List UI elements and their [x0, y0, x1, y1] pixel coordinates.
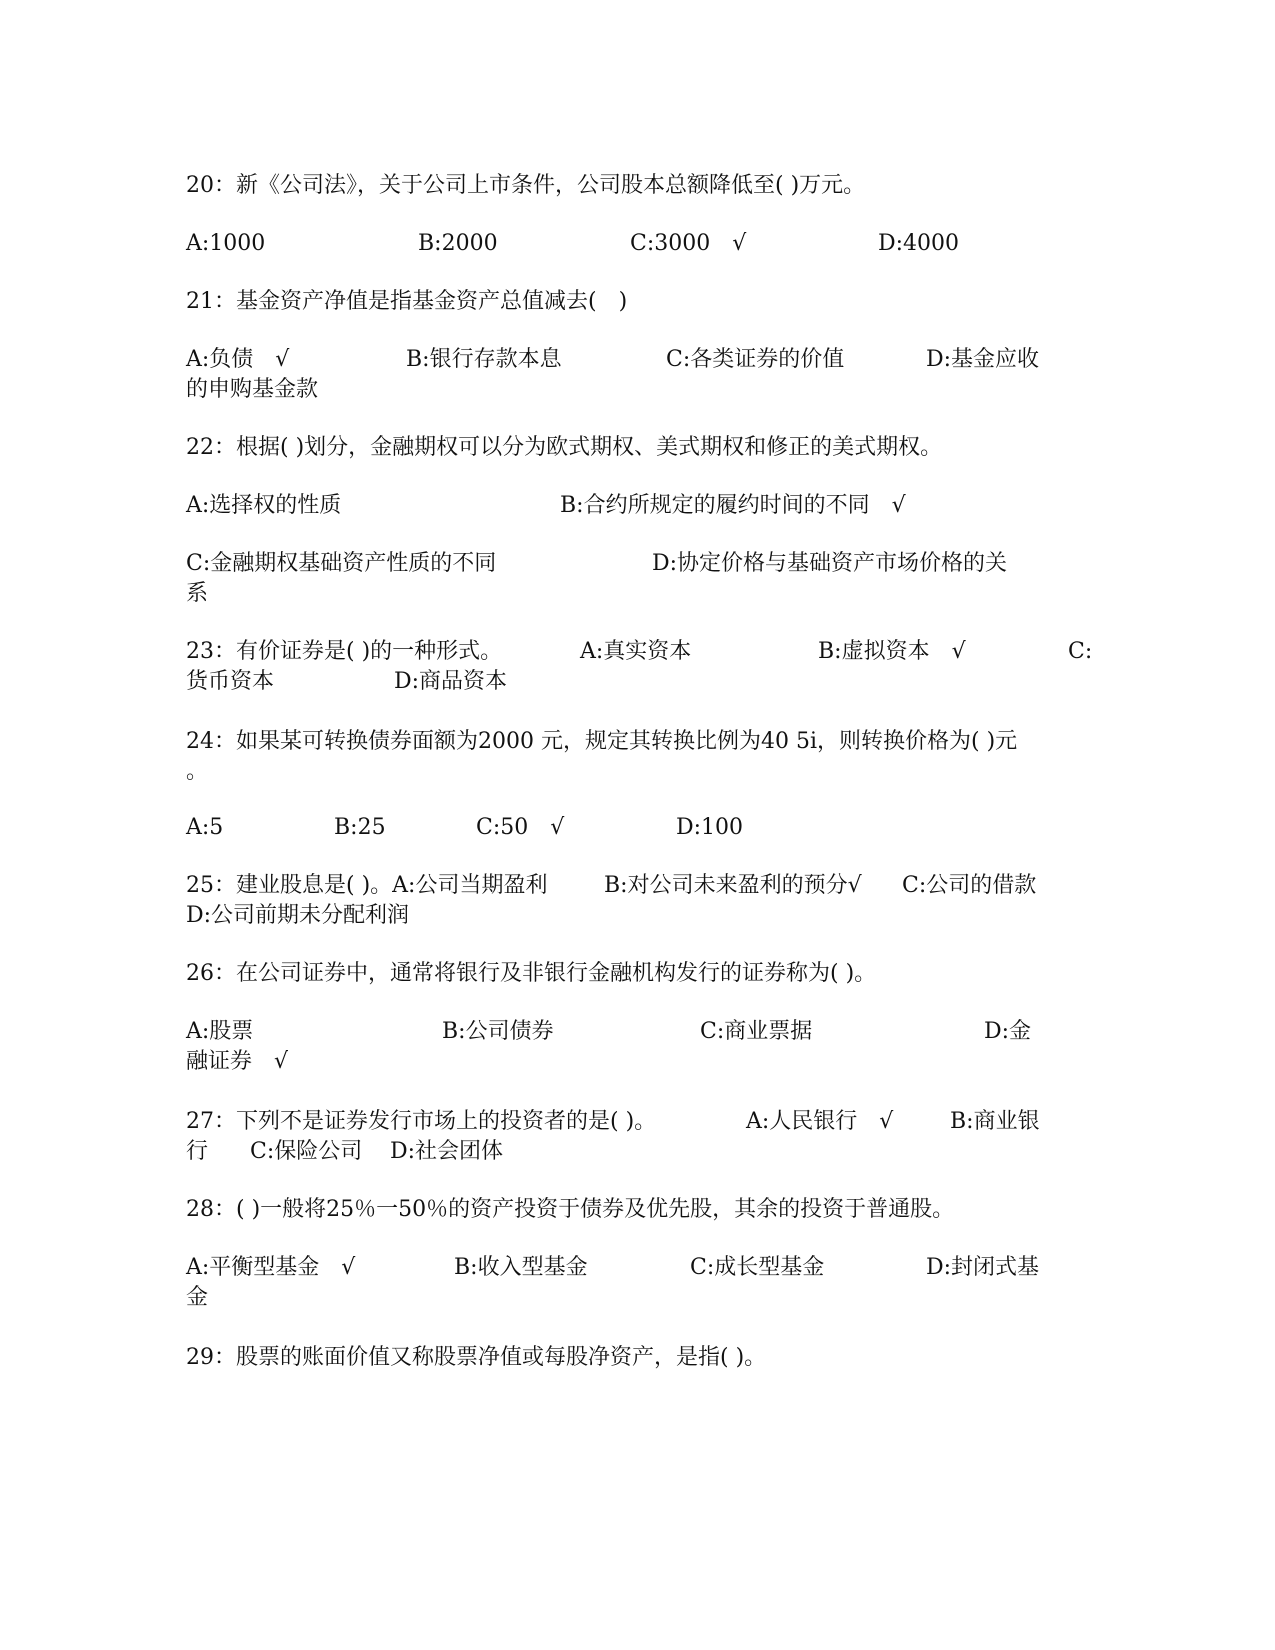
option-c: C:成长型基金	[690, 1255, 825, 1280]
option-a: A:1000	[186, 231, 266, 256]
option-c: C:商业票据	[700, 1019, 813, 1044]
option-b: B:收入型基金	[454, 1255, 588, 1280]
option-b: B:对公司未来盈利的预分√	[604, 873, 862, 898]
question-26-continuation: 融证券 √	[186, 1049, 289, 1074]
option-b: B:银行存款本息	[406, 347, 562, 372]
option-b: B:合约所规定的履约时间的不同 √	[560, 493, 906, 518]
question-24-stem: 24：如果某可转换债券面额为2000 元，规定其转换比例为40 5i，则转换价格为( )元	[186, 729, 1018, 754]
option-a: A:人民银行 √	[746, 1109, 894, 1134]
option-c: C:保险公司	[250, 1139, 363, 1164]
option-b: B:虚拟资本 √	[818, 639, 966, 664]
question-23-stem: 23：有价证券是( )的一种形式。	[186, 639, 503, 664]
question-27-line-1	[186, 1106, 1086, 1137]
option-d: D:协定价格与基础资产市场价格的关	[652, 551, 1008, 576]
option-b-cont: 行	[186, 1139, 209, 1164]
question-21-options	[186, 344, 1086, 375]
question-22-continuation: 系	[186, 581, 209, 606]
question-23-line-2	[186, 666, 1086, 697]
question-24-options	[186, 812, 1086, 843]
question-23-line-1	[186, 636, 1106, 667]
question-25-line-1	[186, 870, 1086, 901]
option-c: C:3000 √	[630, 231, 747, 256]
option-b: B:公司债券	[442, 1019, 554, 1044]
question-25-line-2: D:公司前期未分配利润	[186, 903, 410, 928]
option-d: D:社会团体	[390, 1139, 504, 1164]
question-22-options-1	[186, 490, 1086, 521]
question-29-stem: 29：股票的账面价值又称股票净值或每股净资产，是指( )。	[186, 1345, 767, 1370]
option-b: B:2000	[418, 231, 498, 256]
option-c: C:50 √	[476, 815, 565, 840]
option-a: A:真实资本	[580, 639, 692, 664]
question-25-stem: 25：建业股息是( )。A:公司当期盈利	[186, 873, 548, 898]
question-24-stem-continuation: 。	[186, 759, 209, 784]
question-20-stem: 20：新《公司法》，关于公司上市条件，公司股本总额降低至( )万元。	[186, 173, 866, 198]
option-d: D:基金应收	[926, 347, 1040, 372]
option-a: A:选择权的性质	[186, 493, 342, 518]
option-c: C:各类证券的价值	[666, 347, 845, 372]
question-27-stem: 27：下列不是证券发行市场上的投资者的是( )。	[186, 1109, 657, 1134]
option-c-label: C:	[1068, 639, 1093, 664]
option-c: C:公司的借款	[902, 873, 1037, 898]
option-c: C:金融期权基础资产性质的不同	[186, 551, 497, 576]
option-a: A:5	[186, 815, 224, 840]
question-28-continuation: 金	[186, 1285, 209, 1310]
option-d: D:100	[676, 815, 744, 840]
option-d: D:金	[984, 1019, 1032, 1044]
option-d: D:商品资本	[394, 669, 508, 694]
option-d: D:4000	[878, 231, 960, 256]
option-a: A:平衡型基金 √	[186, 1255, 356, 1280]
question-26-options	[186, 1016, 1086, 1047]
question-22-options-2	[186, 548, 1086, 579]
option-b: B:25	[334, 815, 386, 840]
question-22-stem: 22：根据( )划分，金融期权可以分为欧式期权、美式期权和修正的美式期权。	[186, 435, 943, 460]
option-b: B:商业银	[950, 1109, 1040, 1134]
question-21-stem: 21：基金资产净值是指基金资产总值减去( )	[186, 289, 628, 314]
question-27-line-2	[186, 1136, 1086, 1167]
question-28-stem: 28：( )一般将25％一50％的资产投资于债券及优先股，其余的投资于普通股。	[186, 1197, 955, 1222]
question-21-continuation: 的申购基金款	[186, 377, 319, 402]
question-20-options	[186, 228, 1086, 259]
option-c-text: 货币资本	[186, 669, 275, 694]
question-28-options	[186, 1252, 1086, 1283]
question-26-stem: 26：在公司证券中，通常将银行及非银行金融机构发行的证券称为( )。	[186, 961, 877, 986]
option-a: A:负债 √	[186, 347, 290, 372]
option-d: D:封闭式基	[926, 1255, 1040, 1280]
option-a: A:股票	[186, 1019, 254, 1044]
